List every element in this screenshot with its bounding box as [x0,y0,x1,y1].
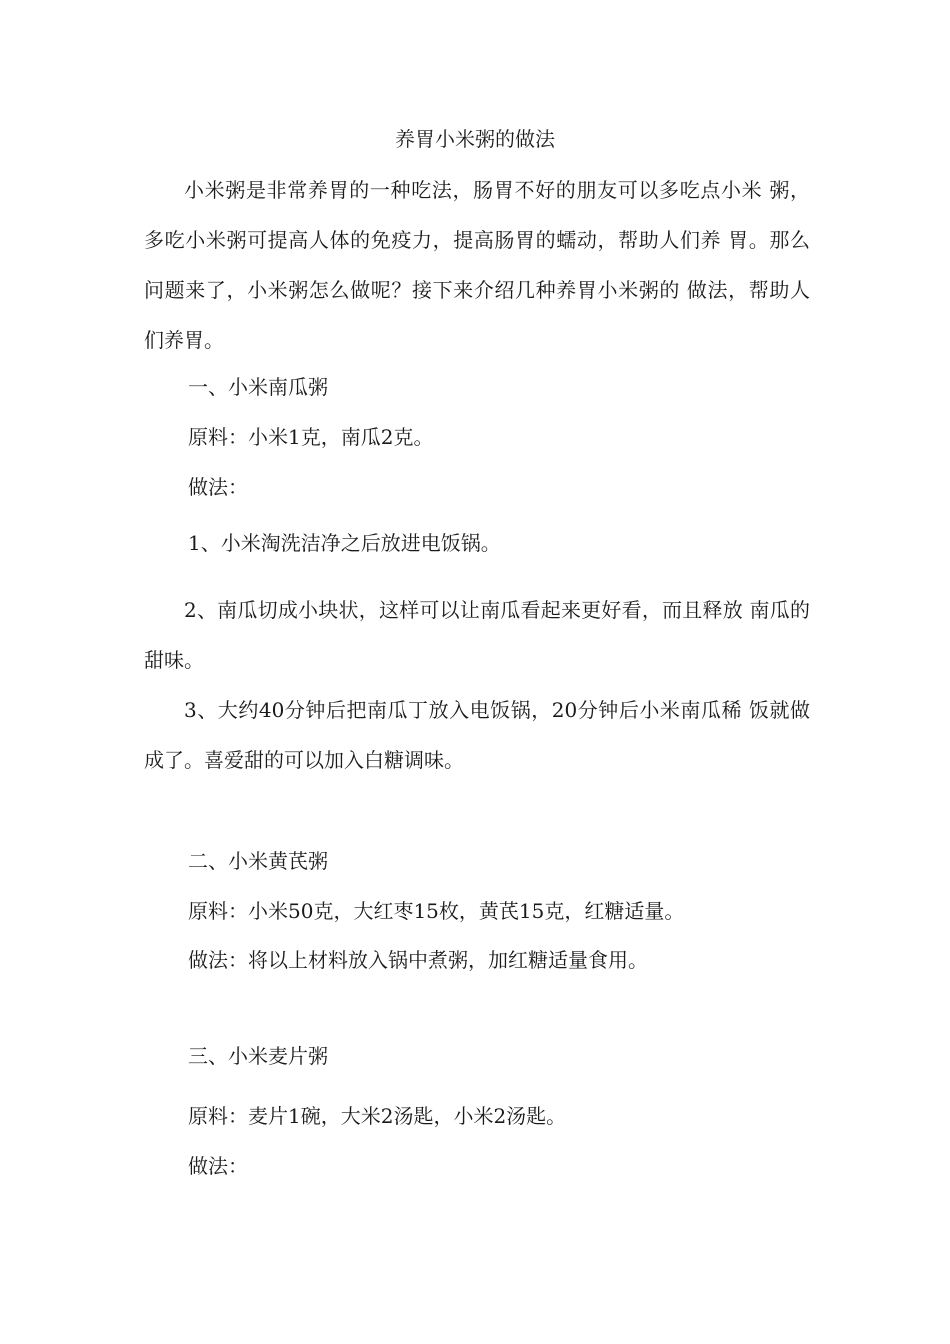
section3-ingredients: 原料：麦片1碗，大米2汤匙，小米2汤匙。 [188,1104,567,1128]
section1-step3: 3、大约40分钟后把南瓜丁放入电饭锅，20分钟后小米南瓜稀 饭就做成了。喜爱甜的可以加入白糖调味。 [144,698,810,772]
document-title: 养胃小米粥的做法 [395,127,555,151]
intro-paragraph: 小米粥是非常养胃的一种吃法，肠胃不好的朋友可以多吃点小米 粥，多吃小米粥可提高人体的免疫力，提高肠胃的蠕动，帮助人们养 胃。那么问题来了，小米粥怎么做呢？接下来介绍几种养胃小米粥的 做法，帮助人们养胃。 [144,178,810,352]
section1-heading: 一、小米南瓜粥 [188,375,328,399]
section2-ingredients: 原料：小米50克，大红枣15枚，黄芪15克，红糖适量。 [188,899,685,923]
section1-method-label: 做法： [188,475,248,499]
section1-step1: 1、小米淘洗洁净之后放进电饭锅。 [188,531,501,555]
section2-heading: 二、小米黄芪粥 [188,849,328,873]
section1-ingredients: 原料：小米1克，南瓜2克。 [188,425,434,449]
section3-heading: 三、小米麦片粥 [188,1044,328,1068]
section1-step2: 2、南瓜切成小块状，这样可以让南瓜看起来更好看，而且释放 南瓜的甜味。 [144,598,810,672]
section2-method: 做法：将以上材料放入锅中煮粥，加红糖适量食用。 [188,948,648,972]
section3-method-label: 做法： [188,1154,248,1178]
